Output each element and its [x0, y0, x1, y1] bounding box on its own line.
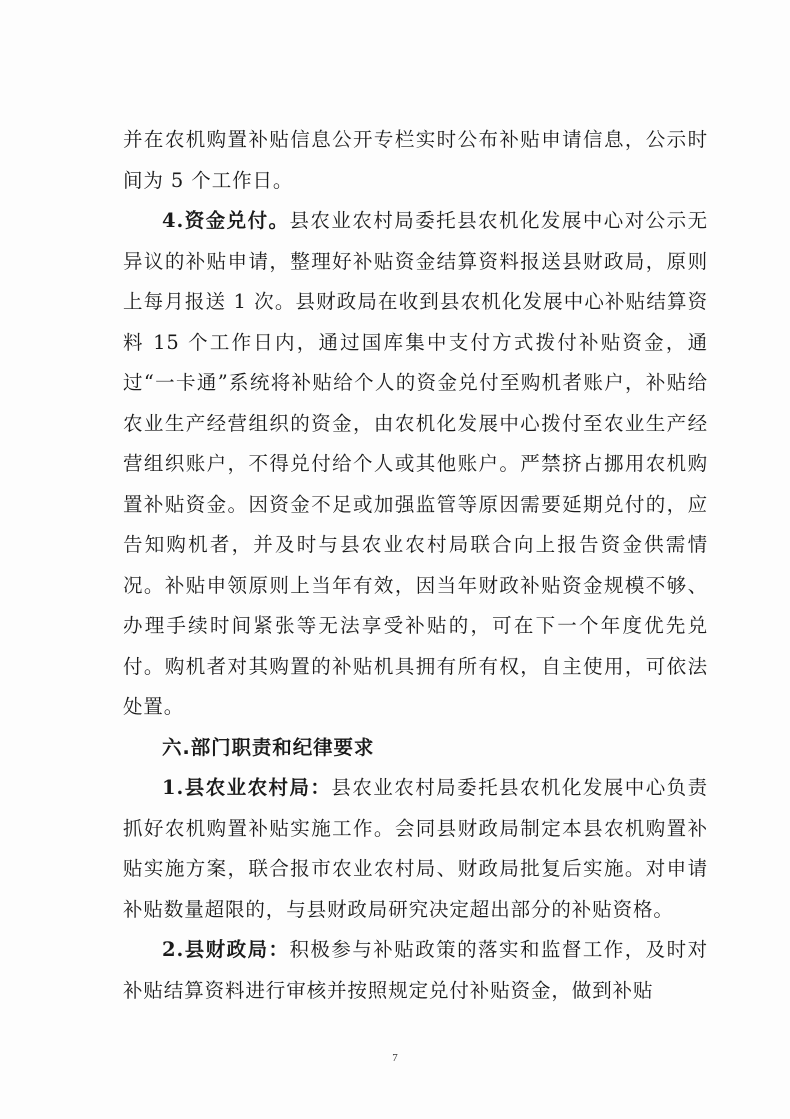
section-heading: 六.部门职责和纪律要求	[162, 735, 375, 759]
paragraph-text: 并在农机购置补贴信息公开专栏实时公布补贴申请信息，公示时间为 5 个工作日。	[123, 128, 708, 192]
paragraph-lead: 1.县农业农村局：	[162, 776, 332, 799]
paragraph-text: 积极参与补贴政策的落实和监督工作，及时对补贴结算资料进行审核并按照规定兑付补贴资金，做到补贴	[123, 938, 708, 1002]
paragraph-agriculture-bureau	[123, 768, 708, 930]
paragraph-lead: 4.资金兑付。	[162, 209, 290, 232]
paragraph-finance-bureau	[123, 930, 708, 1011]
paragraph-lead: 2.县财政局：	[162, 938, 290, 961]
paragraph-fund-payment	[123, 201, 708, 728]
paragraph-text: 县农业农村局委托县农机化发展中心对公示无异议的补贴申请，整理好补贴资金结算资料报送县财政局，原则上每月报送 1 次。县财政局在收到县农机化发展中心补贴结算资料 15 个工作日内，通过国库集中支付方式拨付补贴资金，通过“一卡通”系统将补贴给个人的资金兑付至购机者账户，补贴给农业生产经营组织的资金，由农机化发展中心拨付至农业生产经营组织账户，不得兑付给个人或其他账户。严禁挤占挪用农机购置补贴资金。因资金不足或加强监管等原因需要延期兑付的，应告知购机者，并及时与县农业农村局联合向上报告资金供需情况。补贴申领原则上当年有效，因当年财政补贴资金规模不够、办理手续时间紧张等无法享受补贴的，可在下一个年度优先兑付。购机者对其购置的补贴机具拥有所有权，自主使用，可依法处置。	[123, 209, 708, 718]
paragraph-text: 县农业农村局委托县农机化发展中心负责抓好农机购置补贴实施工作。会同县财政局制定本县农机购置补贴实施方案，联合报市农业农村局、财政局批复后实施。对申请补贴数量超限的，与县财政局研究决定超出部分的补贴资格。	[123, 776, 708, 921]
document-body	[123, 120, 708, 1011]
paragraph-publicity	[123, 120, 708, 201]
page-number: 7	[392, 1052, 398, 1064]
